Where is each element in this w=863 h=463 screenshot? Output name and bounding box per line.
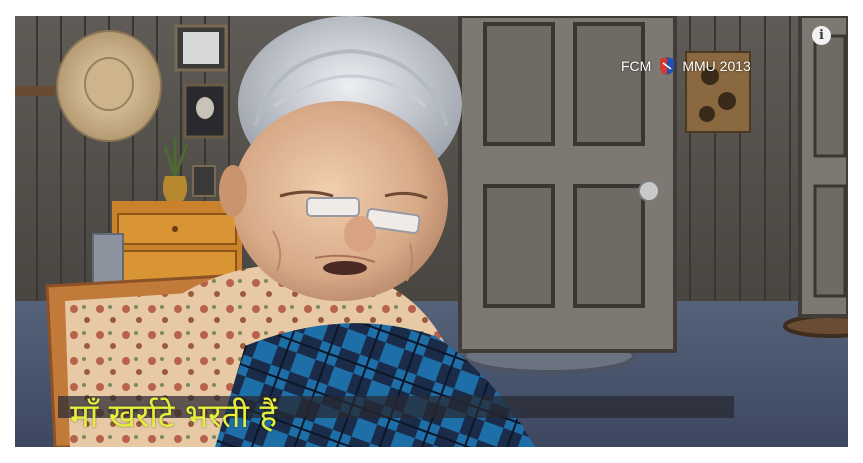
subtitle-caption: माँ खर्राटे भरती हैं [70, 396, 277, 435]
video-frame[interactable] [15, 16, 848, 447]
fcm-logo-icon [657, 56, 677, 76]
video-scene [15, 16, 848, 447]
channel-watermark [621, 56, 751, 76]
info-icon[interactable]: i [812, 26, 831, 45]
watermark-right-text: MMU 2013 [682, 58, 751, 74]
watermark-left-text: FCM [621, 58, 652, 74]
